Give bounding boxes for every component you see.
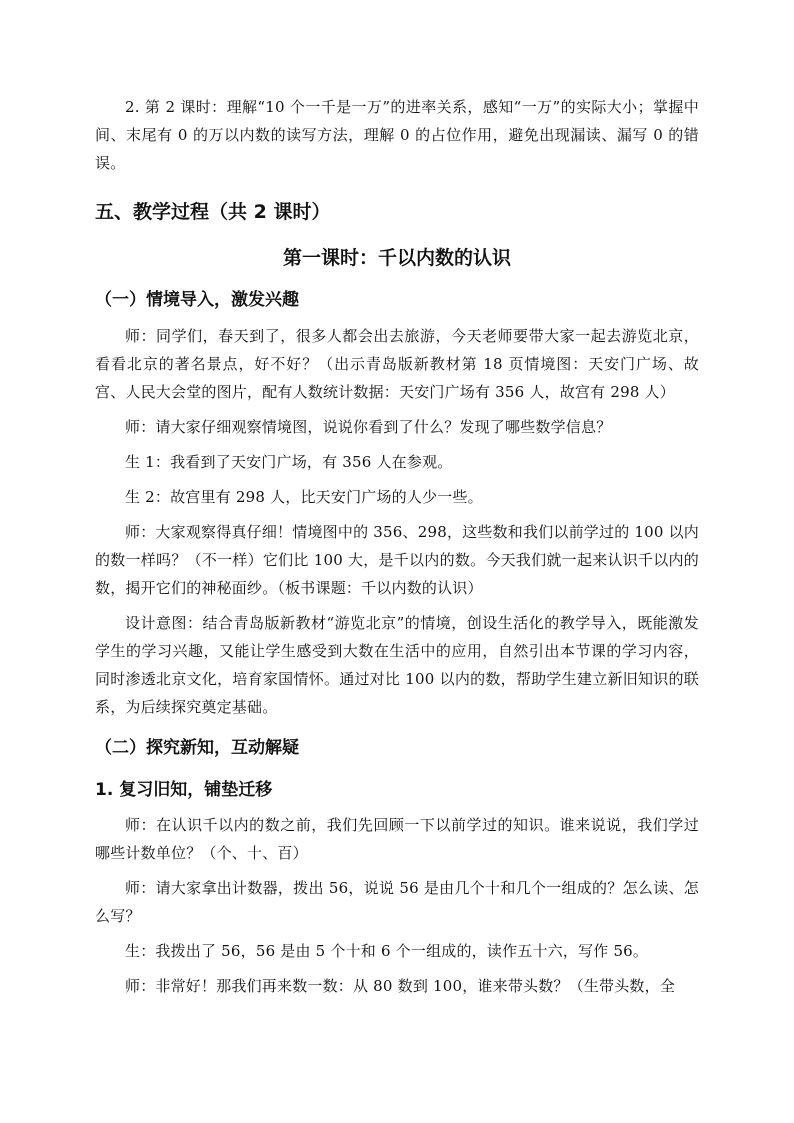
student-paragraph-3: 生：我拨出了 56，56 是由 5 个十和 6 个一组成的，读作五十六，写作 56。 — [125, 942, 649, 960]
design-intent-paragraph: 设计意图：结合青岛版新教材“游览北京”的情境，创设生活化的教学导入，既能激发学生的学习兴趣，又能让学生感受到大数在生活中的应用，自然引出本节课的学习内容，同时渗透北京文化，培育家国情怀。通过对比 100 以内的数，帮助学生建立新旧知识的联系，为后续探究奠定基础。 — [95, 614, 699, 716]
student-paragraph-1: 生 1：我看到了天安门广场，有 356 人在参观。 — [125, 453, 453, 471]
subsection-explore-heading: （二）探究新知，互动解疑 — [95, 738, 299, 758]
lesson1-title: 第一课时：千以内数的认识 — [282, 247, 511, 269]
document-content — [95, 93, 699, 1000]
student-paragraph-2: 生 2：故宫里有 298 人，比天安门广场的人少一些。 — [125, 488, 483, 506]
teacher-paragraph-5: 师：请大家拿出计数器，拨出 56，说说 56 是由几个十和几个一组成的？怎么读、怎么写？ — [95, 879, 699, 925]
section-teaching-process-heading: 五、教学过程（共 2 课时） — [95, 201, 331, 223]
teacher-paragraph-4: 师：在认识千以内的数之前，我们先回顾一下以前学过的知识。谁来说说，我们学过哪些计数单位？（个、十、百） — [95, 816, 699, 862]
teacher-paragraph-1: 师：同学们，春天到了，很多人都会出去旅游，今天老师要带大家一起去游览北京，看看北京的著名景点，好不好？（出示青岛版新教材第 18 页情境图：天安门广场、故宫、人民大会堂的图片，配有人数统计数据：天安门广场有 356 人，故宫有 298 人） — [95, 327, 699, 401]
review-old-knowledge-heading: 1. 复习旧知，铺垫迁移 — [95, 780, 273, 800]
lesson2-goal-paragraph: 2. 第 2 课时：理解“10 个一千是一万”的进率关系，感知“一万”的实际大小；掌握中间、末尾有 0 的万以内数的读写方法，理解 0 的占位作用，避免出现漏读、漏写 0 的错误。 — [95, 98, 699, 172]
teacher-paragraph-2: 师：请大家仔细观察情境图，说说你看到了什么？发现了哪些数学信息？ — [125, 418, 612, 436]
subsection-situation-intro-heading: （一）情境导入，激发兴趣 — [95, 290, 299, 310]
teacher-paragraph-3: 师：大家观察得真仔细！情境图中的 356、298，这些数和我们以前学过的 100 以内的数一样吗？（不一样）它们比 100 大，是千以内的数。今天我们就一起来认识千以内的数，揭开它们的神秘面纱。（板书课题：千以内数的认识） — [95, 523, 699, 597]
teacher-paragraph-6: 师：非常好！那我们再来数一数：从 80 数到 100，谁来带头数？（生带头数，全 — [125, 977, 676, 995]
